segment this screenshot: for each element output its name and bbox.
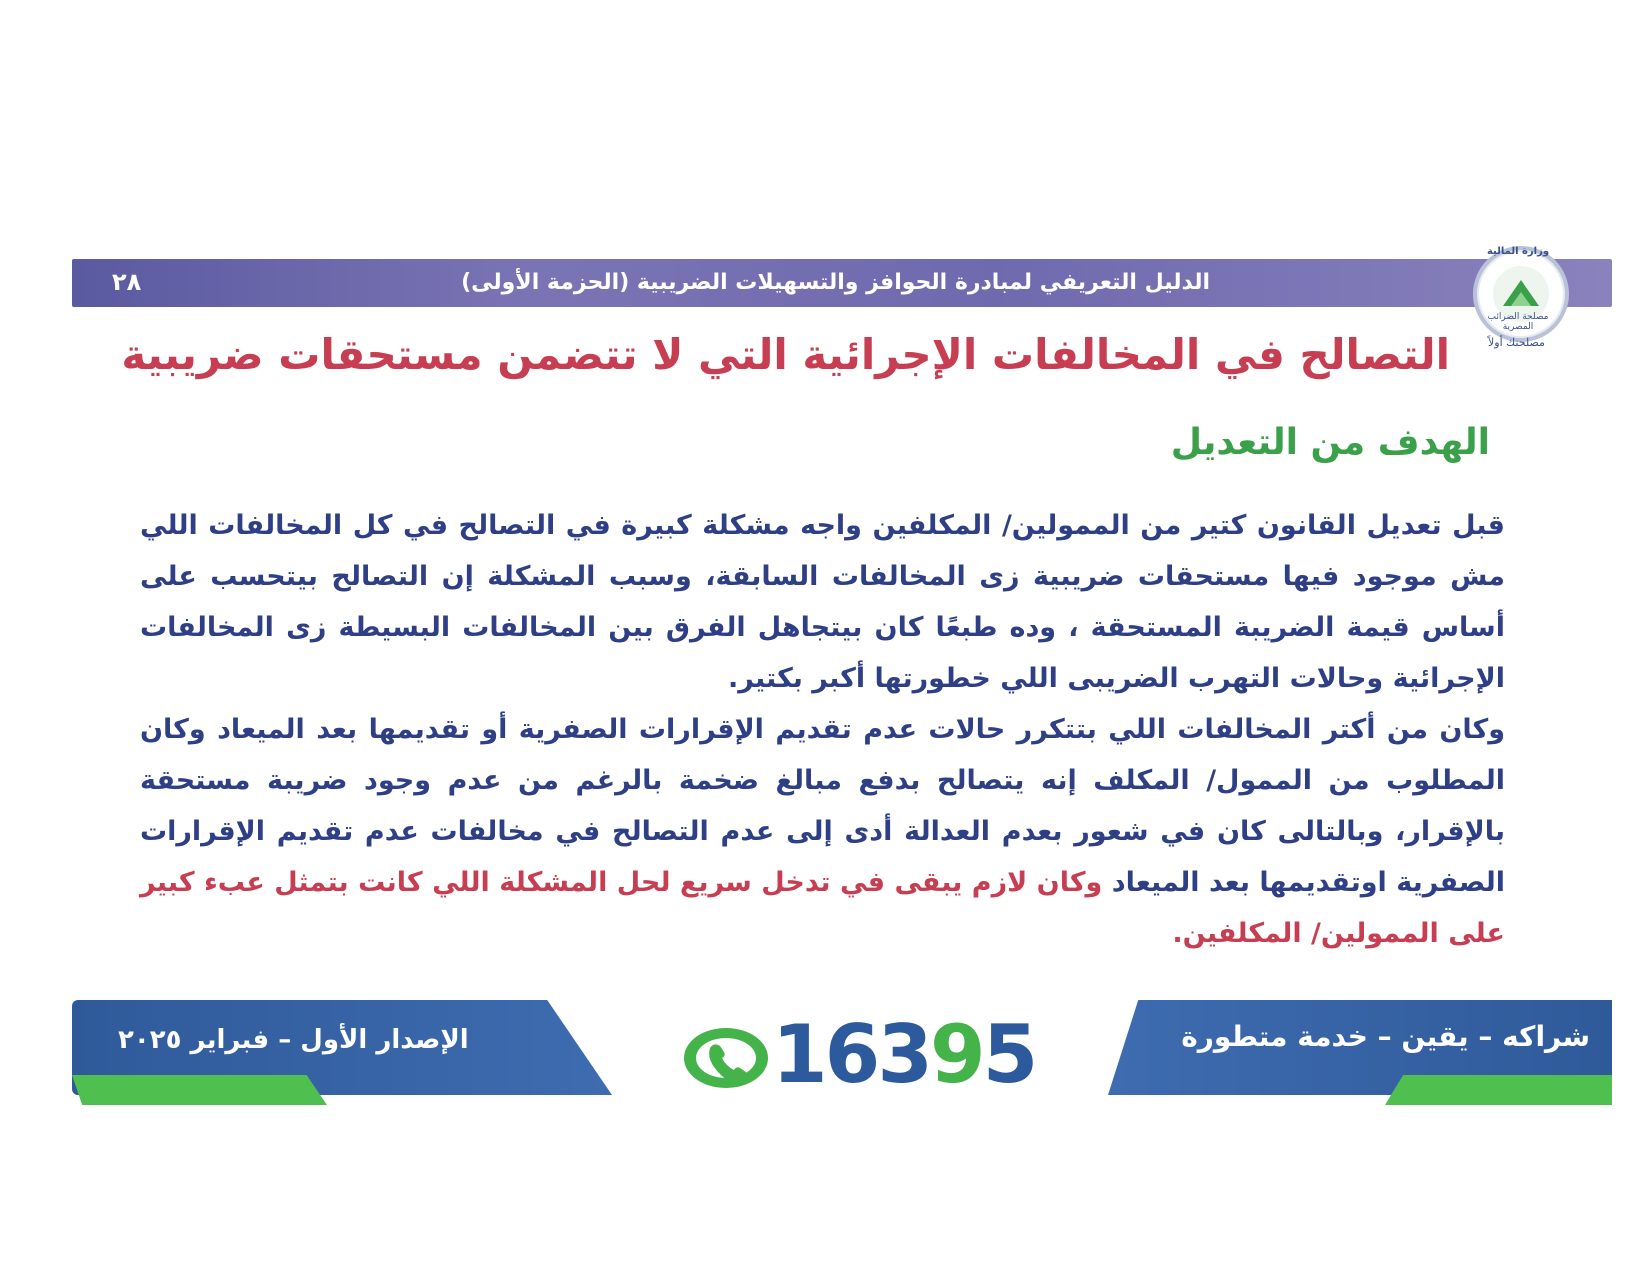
hotline-digits-3: 5 xyxy=(982,1008,1036,1101)
hotline-digits-1: 163 xyxy=(772,1008,930,1101)
hotline xyxy=(680,1010,1035,1100)
footer-left-green-stripe xyxy=(72,1075,327,1105)
phone-icon xyxy=(680,1020,772,1090)
logo-top-text: وزارة المالية xyxy=(1486,246,1550,257)
body-text xyxy=(140,500,1505,959)
footer-right-green-stripe xyxy=(1385,1075,1612,1105)
hotline-digits-2: 9 xyxy=(930,1008,983,1101)
hotline-number xyxy=(772,1008,1036,1101)
section-heading: الهدف من التعديل xyxy=(1170,422,1490,463)
paragraph-1: قبل تعديل القانون كتير من الممولين/ المكلفين واجه مشكلة كبيرة في التصالح في كل المخالفات اللي مش موجود فيها مستحقات ضريبية زى المخالفات السابقة، وسبب المشكلة إن التصالح بيتحسب على أساس قيمة الضريبة المستحقة ، وده طبعًا كان بيتجاهل الفرق بين المخالفات البسيطة زى المخالفات الإجرائية وحالات التهرب الضريبى اللي خطورتها أكبر بكتير. xyxy=(140,510,1505,694)
paragraph-2 xyxy=(140,704,1505,959)
edition-label: الإصدار الأول – فبراير ٢٠٢٥ xyxy=(118,1025,469,1055)
paragraph-2-highlight: وكان لازم يبقى في تدخل سريع لحل المشكلة اللي كانت بتمثل عبء كبير على الممولين/ المكلفين. xyxy=(140,867,1505,949)
paragraph-2-text: وكان من أكتر المخالفات اللي بتتكرر حالات عدم تقديم الإقرارات الصفرية أو تقديمها بعد الميعاد وكان المطلوب من الممول/ المكلف إنه يتصالح بدفع مبالغ ضخمة بالرغم من عدم وجود ضريبة مستحقة بالإقرار، وبالتالى كان في شعور بعدم العدالة أدى إلى عدم التصالح في مخالفات عدم تقديم الإقرارات الصفرية اوتقديمها بعد الميعاد xyxy=(140,714,1505,898)
header-title: الدليل التعريفي لمبادرة الحوافز والتسهيلات الضريبية (الحزمة الأولى) xyxy=(461,270,1210,295)
logo-tagline: مصلحتك أولاً xyxy=(1488,336,1545,349)
page-title: التصالح في المخالفات الإجرائية التي لا تتضمن مستحقات ضريبية xyxy=(121,330,1450,379)
logo-bottom-text: مصلحة الضرائب المصرية xyxy=(1487,312,1549,332)
page-number: ٢٨ xyxy=(112,268,142,296)
slogan-label: شراكه – يقين – خدمة متطورة xyxy=(1181,1020,1590,1053)
